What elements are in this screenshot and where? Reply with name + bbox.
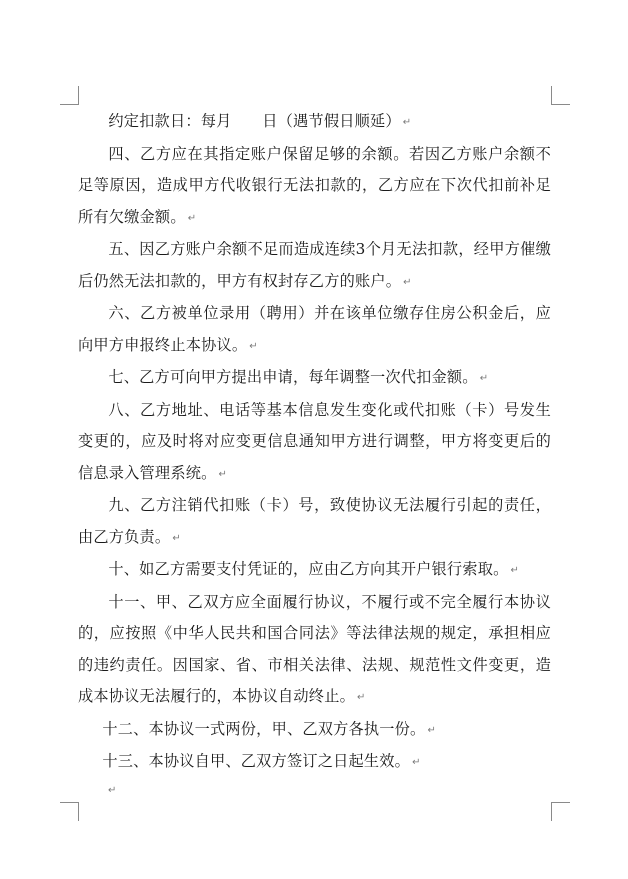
document-body[interactable] [78, 106, 551, 810]
paragraph-text: 五、因乙方账户余额不足而造成连续3个月无法扣款，经甲方催缴后仍然无法扣款的，甲方有权封存乙方的账户。 [78, 240, 551, 290]
paragraph-clause-13 [78, 746, 551, 779]
paragraph-mark-icon: ↵ [427, 724, 437, 736]
paragraph-clause-9 [78, 490, 551, 554]
paragraph-text: 四、乙方应在其指定账户保留足够的余额。若因乙方账户余额不足等原因，造成甲方代收银行无法扣款的，乙方应在下次代扣前补足所有欠缴金额。 [78, 144, 551, 226]
paragraph-clause-11 [78, 587, 551, 714]
paragraph-mark-icon: ↵ [249, 340, 258, 352]
paragraph-mark-icon: ↵ [510, 565, 520, 576]
paragraph-mark-icon: ↵ [218, 468, 228, 480]
paragraph-mark-icon: ↵ [108, 784, 117, 796]
margin-corner-top-left [60, 86, 79, 105]
paragraph-clause-7 [78, 362, 551, 395]
paragraph-mark-icon: ↵ [356, 692, 366, 703]
paragraph-text: 八、乙方地址、电话等基本信息发生变化或代扣账（卡）号发生变更的，应及时将对应变更信息通知甲方进行调整，甲方将变更后的信息录入管理系统。 [78, 400, 551, 482]
paragraph-clause-6 [78, 298, 551, 362]
paragraph-clause-8 [78, 395, 551, 491]
paragraph-mark-icon: ↵ [187, 212, 197, 224]
paragraph-clause-12 [78, 714, 551, 747]
paragraph-mark-icon: ↵ [479, 373, 489, 384]
paragraph-mark-icon: ↵ [412, 757, 421, 768]
paragraph-text: 九、乙方注销代扣账（卡）号，致使协议无法履行引起的责任，由乙方负责。 [78, 496, 551, 546]
paragraph-mark-icon: ↵ [403, 276, 412, 288]
margin-corner-bottom-right [551, 802, 570, 821]
empty-paragraph [78, 779, 551, 811]
paragraph-text: 约定扣款日：每月 日（遇节假日顺延） [108, 112, 401, 130]
paragraph-text: 六、乙方被单位录用（聘用）并在该单位缴存住房公积金后，应向甲方申报终止本协议。 [78, 304, 551, 354]
paragraph-text: 十二、本协议一式两份，甲、乙双方各执一份。 [102, 719, 426, 738]
paragraph-clause-4 [78, 139, 551, 235]
paragraph-deduction-date [78, 106, 551, 139]
paragraph-text: 十一、甲、乙双方应全面履行协议，不履行或不完全履行本协议的，应按照《中华人民共和国合同法》等法律法规的规定，承担相应的违约责任。因国家、省、市相关法律、法规、规范性文件变更，造成本协议无法履行的，本协议自动终止。 [78, 592, 551, 705]
paragraph-text: 七、乙方可向甲方提出申请，每年调整一次代扣金额。 [108, 368, 478, 386]
paragraph-clause-10 [78, 554, 551, 587]
margin-corner-bottom-left [60, 802, 79, 821]
paragraph-mark-icon: ↵ [172, 532, 181, 544]
paragraph-text: 十、如乙方需要支付凭证的，应由乙方向其开户银行索取。 [108, 560, 509, 578]
paragraph-text: 十三、本协议自甲、乙双方签订之日起生效。 [102, 752, 411, 770]
margin-corner-top-right [551, 86, 570, 105]
paragraph-mark-icon: ↵ [402, 117, 412, 128]
paragraph-clause-5 [78, 234, 551, 298]
